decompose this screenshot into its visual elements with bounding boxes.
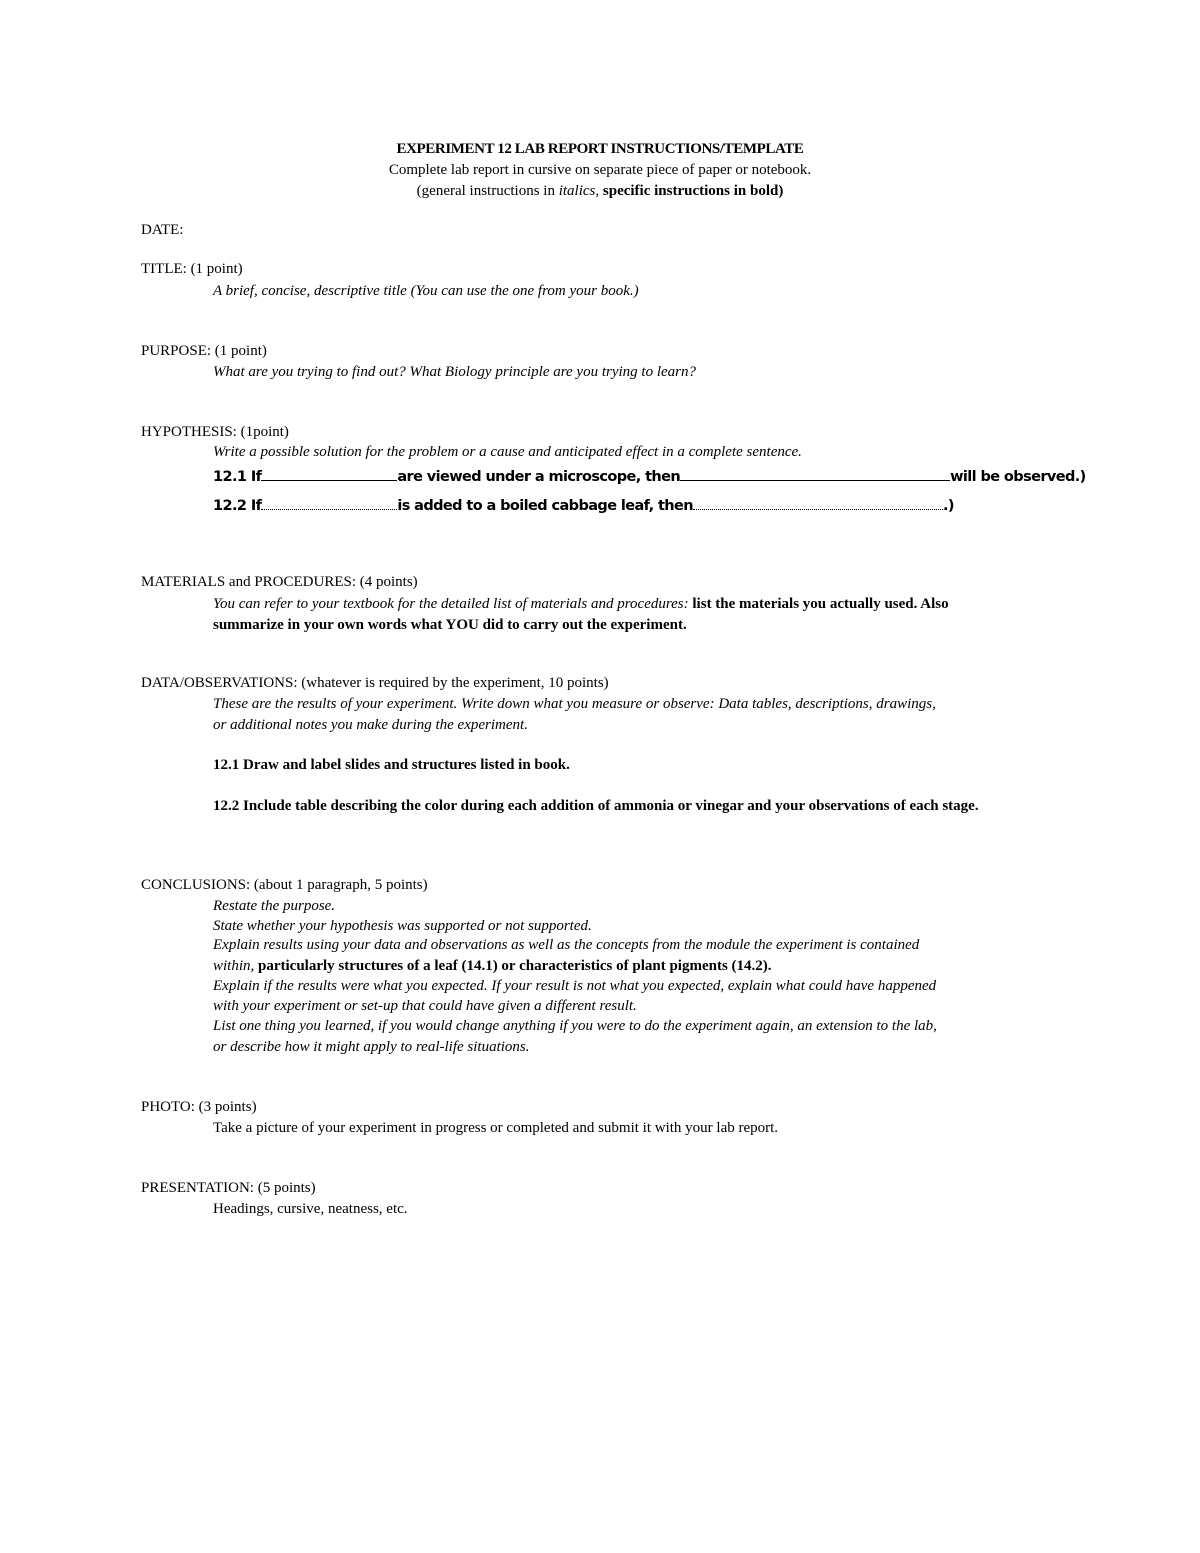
materials-heading: MATERIALS and PROCEDURES: (4 points): [141, 574, 418, 590]
purpose-instruction: What are you trying to find out? What Biology principle are you trying to learn?: [213, 364, 696, 380]
format-note-bold: specific instructions in bold): [602, 183, 784, 199]
hypothesis-12-2-mid: is added to a boiled cabbage leaf, then: [397, 498, 693, 514]
hypothesis-12-1-mid: are viewed under a microscope, then: [397, 469, 681, 485]
format-note: [0, 183, 1200, 200]
materials-instruction-1: [213, 596, 949, 613]
document-title: EXPERIMENT 12 LAB REPORT INSTRUCTIONS/TEMPLATE: [396, 141, 804, 157]
hypothesis-heading: HYPOTHESIS: (1point): [141, 424, 289, 440]
data-item-12-1: 12.1 Draw and label slides and structures listed in book.: [213, 757, 570, 773]
title-instruction: A brief, concise, descriptive title (You can use the one from your book.): [213, 283, 639, 299]
materials-instruction-italic: You can refer to your textbook for the detailed list of materials and procedures:: [213, 596, 689, 612]
hypothesis-12-2-prefix: 12.2 If: [213, 498, 262, 514]
conclusions-heading: CONCLUSIONS: (about 1 paragraph, 5 points): [141, 877, 428, 893]
materials-instruction-bold: list the materials you actually used. Also: [688, 596, 949, 612]
format-note-prefix: (general instructions in: [416, 183, 559, 199]
conclusions-line-4: [213, 958, 772, 975]
conclusions-line-2: State whether your hypothesis was supported or not supported.: [213, 918, 592, 934]
conclusions-line-4-bold: particularly structures of a leaf (14.1) or characteristics of plant pigments (14.2).: [254, 958, 772, 974]
document-subtitle: Complete lab report in cursive on separate piece of paper or notebook.: [388, 162, 812, 178]
hypothesis-12-2-end: .): [942, 498, 954, 514]
hypothesis-12-2-blank-2[interactable]: [693, 495, 943, 510]
conclusions-line-4-italic: within,: [213, 958, 255, 974]
conclusions-line-1: Restate the purpose.: [213, 898, 336, 914]
photo-heading: PHOTO: (3 points): [141, 1099, 257, 1115]
conclusions-line-8: or describe how it might apply to real-life situations.: [213, 1039, 530, 1055]
photo-instruction: Take a picture of your experiment in progress or completed and submit it with your lab report.: [213, 1120, 779, 1136]
conclusions-line-3: Explain results using your data and observations as well as the concepts from the module the experiment is contained: [213, 937, 920, 953]
hypothesis-12-1-end: will be observed.): [950, 469, 1086, 485]
format-note-italics: italics: [558, 183, 596, 199]
presentation-heading: PRESENTATION: (5 points): [141, 1180, 316, 1196]
presentation-instruction: Headings, cursive, neatness, etc.: [213, 1201, 408, 1217]
hypothesis-line-12-2: [213, 495, 954, 514]
hypothesis-12-1-prefix: 12.1 If: [213, 469, 262, 485]
conclusions-line-7: List one thing you learned, if you would change anything if you were to do the experiment again, an extension to the lab,: [213, 1018, 937, 1034]
materials-instruction-2: summarize in your own words what YOU did to carry out the experiment.: [213, 617, 687, 633]
data-instruction-1: These are the results of your experiment. Write down what you measure or observe: Data tables, descriptions, drawings,: [213, 696, 936, 712]
title-heading: TITLE: (1 point): [141, 261, 243, 277]
purpose-heading: PURPOSE: (1 point): [141, 343, 267, 359]
data-instruction-2: or additional notes you make during the experiment.: [213, 717, 528, 733]
hypothesis-instruction: Write a possible solution for the problem or a cause and anticipated effect in a complete sentence.: [213, 444, 802, 460]
hypothesis-line-12-1: [213, 466, 1086, 485]
hypothesis-12-1-blank-2[interactable]: [680, 466, 950, 481]
format-note-comma: ,: [595, 183, 603, 199]
conclusions-line-6: with your experiment or set-up that could have given a different result.: [213, 998, 637, 1014]
conclusions-line-5: Explain if the results were what you expected. If your result is not what you expected, explain what could have happened: [213, 978, 937, 994]
hypothesis-12-1-blank-1[interactable]: [261, 466, 397, 481]
date-label: DATE:: [141, 222, 184, 238]
data-heading: DATA/OBSERVATIONS: (whatever is required by the experiment, 10 points): [141, 675, 609, 691]
hypothesis-12-2-blank-1[interactable]: [261, 495, 397, 510]
data-item-12-2: 12.2 Include table describing the color during each addition of ammonia or vinegar and your observations of each stage.: [213, 798, 979, 814]
